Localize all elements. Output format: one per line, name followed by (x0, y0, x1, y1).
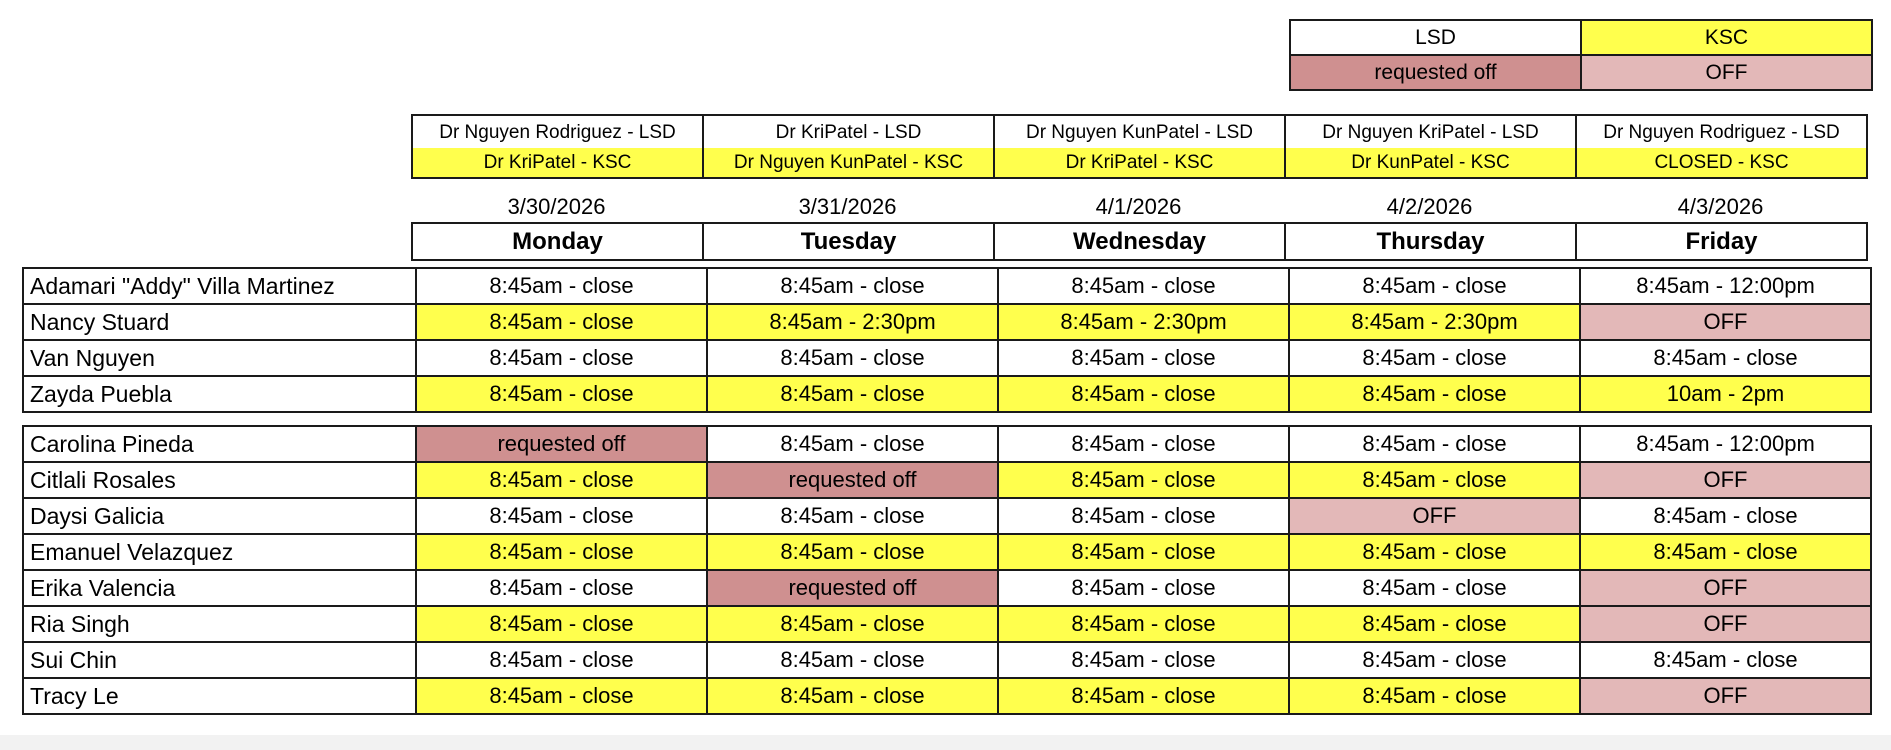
shift-cell: requested off (707, 570, 998, 606)
employee-name: Erika Valencia (23, 570, 416, 606)
employee-name: Adamari "Addy" Villa Martinez (23, 268, 416, 304)
shift-cell: 8:45am - close (1580, 534, 1871, 570)
shift-cell: 8:45am - close (998, 376, 1289, 412)
employee-name: Daysi Galicia (23, 498, 416, 534)
shift-cell: 8:45am - 12:00pm (1580, 268, 1871, 304)
shift-cell: 8:45am - close (1580, 340, 1871, 376)
schedule-row (23, 570, 1871, 606)
employee-name: Van Nguyen (23, 340, 416, 376)
day-header: Monday (412, 223, 703, 260)
shift-cell: 8:45am - close (707, 606, 998, 642)
shift-cell: 8:45am - 2:30pm (998, 304, 1289, 340)
legend-table (1289, 19, 1873, 91)
shift-cell: 8:45am - close (1289, 462, 1580, 498)
employee-name: Carolina Pineda (23, 426, 416, 462)
employee-name: Citlali Rosales (23, 462, 416, 498)
employee-name: Nancy Stuard (23, 304, 416, 340)
shift-cell: 8:45am - close (707, 498, 998, 534)
doctor-ksc: CLOSED - KSC (1576, 148, 1867, 178)
shift-cell: 8:45am - close (416, 376, 707, 412)
shift-cell: 8:45am - close (416, 498, 707, 534)
doctor-lsd: Dr Nguyen KunPatel - LSD (994, 115, 1285, 148)
shift-cell: 8:45am - close (416, 642, 707, 678)
employee-name: Emanuel Velazquez (23, 534, 416, 570)
day-header: Tuesday (703, 223, 994, 260)
dates-row (411, 192, 1866, 222)
doctor-ksc: Dr KriPatel - KSC (994, 148, 1285, 178)
doctor-lsd: Dr Nguyen Rodriguez - LSD (412, 115, 703, 148)
date-label: 4/1/2026 (1095, 194, 1182, 219)
weekday-header (411, 222, 1868, 261)
shift-cell: 8:45am - 2:30pm (707, 304, 998, 340)
schedule-row (23, 678, 1871, 714)
shift-cell: 8:45am - close (416, 606, 707, 642)
doctor-lsd: Dr KriPatel - LSD (703, 115, 994, 148)
shift-cell: 8:45am - close (998, 534, 1289, 570)
shift-cell: 8:45am - close (1289, 376, 1580, 412)
bottom-band (0, 735, 1891, 750)
shift-cell: 8:45am - close (416, 678, 707, 714)
day-header: Wednesday (994, 223, 1285, 260)
shift-cell: 8:45am - close (1289, 340, 1580, 376)
shift-cell: OFF (1580, 462, 1871, 498)
employee-name: Tracy Le (23, 678, 416, 714)
schedule-row (23, 498, 1871, 534)
date-label: 3/30/2026 (507, 194, 606, 219)
shift-cell: OFF (1289, 498, 1580, 534)
doctor-ksc: Dr KunPatel - KSC (1285, 148, 1576, 178)
schedule-row (23, 340, 1871, 376)
shift-cell: 8:45am - close (1289, 426, 1580, 462)
shift-cell: 8:45am - close (416, 304, 707, 340)
schedule-row (23, 642, 1871, 678)
schedule-row (23, 304, 1871, 340)
shift-cell: 8:45am - close (1289, 570, 1580, 606)
shift-cell: 8:45am - close (416, 534, 707, 570)
shift-cell: 10am - 2pm (1580, 376, 1871, 412)
schedule-row (23, 606, 1871, 642)
doctor-ksc: Dr KriPatel - KSC (412, 148, 703, 178)
shift-cell: 8:45am - close (998, 642, 1289, 678)
shift-cell: 8:45am - close (416, 462, 707, 498)
shift-cell: 8:45am - close (707, 376, 998, 412)
shift-cell: 8:45am - close (998, 570, 1289, 606)
shift-cell: 8:45am - close (707, 534, 998, 570)
shift-cell: 8:45am - 2:30pm (1289, 304, 1580, 340)
shift-cell: 8:45am - close (998, 340, 1289, 376)
schedule-group-1 (22, 267, 1872, 413)
shift-cell: 8:45am - close (1580, 498, 1871, 534)
shift-cell: 8:45am - close (416, 570, 707, 606)
schedule-row (23, 268, 1871, 304)
legend-ksc: KSC (1581, 20, 1872, 55)
shift-cell: OFF (1580, 304, 1871, 340)
doctor-ksc: Dr Nguyen KunPatel - KSC (703, 148, 994, 178)
shift-cell: OFF (1580, 606, 1871, 642)
legend-off: OFF (1581, 55, 1872, 90)
shift-cell: 8:45am - close (416, 268, 707, 304)
shift-cell: 8:45am - close (998, 606, 1289, 642)
shift-cell: 8:45am - close (707, 678, 998, 714)
schedule-row (23, 426, 1871, 462)
shift-cell: 8:45am - close (998, 498, 1289, 534)
schedule-row (23, 462, 1871, 498)
doctor-assignments (411, 114, 1868, 179)
shift-cell: 8:45am - close (1289, 606, 1580, 642)
schedule-row (23, 376, 1871, 412)
shift-cell: 8:45am - close (707, 642, 998, 678)
shift-cell: 8:45am - close (1289, 268, 1580, 304)
shift-cell: 8:45am - close (998, 678, 1289, 714)
shift-cell: 8:45am - close (998, 426, 1289, 462)
shift-cell: requested off (707, 462, 998, 498)
shift-cell: 8:45am - close (998, 268, 1289, 304)
doctor-lsd: Dr Nguyen Rodriguez - LSD (1576, 115, 1867, 148)
day-header: Friday (1576, 223, 1867, 260)
shift-cell: OFF (1580, 570, 1871, 606)
legend-requested-off: requested off (1290, 55, 1581, 90)
shift-cell: OFF (1580, 678, 1871, 714)
employee-name: Sui Chin (23, 642, 416, 678)
shift-cell: 8:45am - close (707, 268, 998, 304)
employee-name: Ria Singh (23, 606, 416, 642)
schedule-row (23, 534, 1871, 570)
shift-cell: 8:45am - close (1580, 642, 1871, 678)
shift-cell: 8:45am - close (707, 340, 998, 376)
shift-cell: 8:45am - close (1289, 678, 1580, 714)
date-label: 4/2/2026 (1386, 194, 1473, 219)
shift-cell: 8:45am - close (1289, 642, 1580, 678)
shift-cell: 8:45am - 12:00pm (1580, 426, 1871, 462)
legend-lsd: LSD (1290, 20, 1581, 55)
day-header: Thursday (1285, 223, 1576, 260)
date-label: 3/31/2026 (798, 194, 897, 219)
shift-cell: 8:45am - close (998, 462, 1289, 498)
doctor-lsd: Dr Nguyen KriPatel - LSD (1285, 115, 1576, 148)
date-label: 4/3/2026 (1677, 194, 1764, 219)
shift-cell: 8:45am - close (416, 340, 707, 376)
employee-name: Zayda Puebla (23, 376, 416, 412)
shift-cell: requested off (416, 426, 707, 462)
schedule-group-2 (22, 425, 1872, 715)
shift-cell: 8:45am - close (707, 426, 998, 462)
shift-cell: 8:45am - close (1289, 534, 1580, 570)
